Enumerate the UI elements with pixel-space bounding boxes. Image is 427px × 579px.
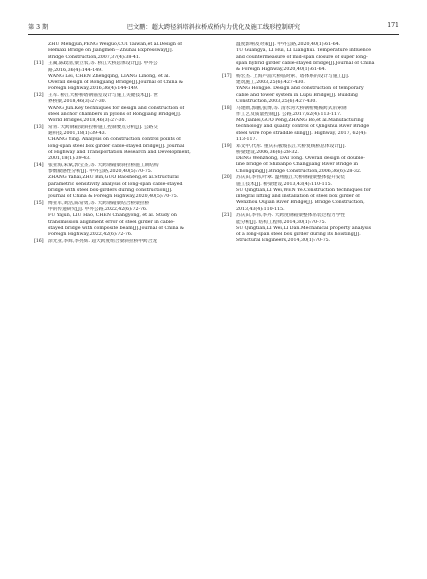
- reference-text-line: 能分析[J]. 结构工程师,2014,30(1):70-75.: [236, 219, 327, 225]
- reference-text-line: 中的传递研究[J]. 中外公路,2022,42(6):72-76.: [48, 207, 148, 212]
- reference-text-line: Hemaxi Bridge on Jiangmen－Zhuhai Expressway[J].: [48, 48, 174, 54]
- reference-text-line: bridge with steel box-girders during construction[J].: [48, 187, 173, 193]
- reference-entry: [222, 175, 398, 213]
- reference-text-line: line bridge of Shibanpo Changjiang River Bridge in: [236, 162, 359, 168]
- reference-text-line: World Bridges,2018,46(3):27-30.: [48, 118, 127, 123]
- reference-text-line: 涂光亚,李辉,李亮辉. 超大跨度组合梁斜拉桥中跨合龙: [48, 238, 158, 244]
- reference-text-line: 建筑施工,2003,25(6):427-430.: [236, 80, 305, 85]
- reference-number: [13]: [34, 124, 44, 130]
- reference-text-line: long-span steel box girder cable-stayed bridge[J]. Journal: [48, 143, 185, 149]
- reference-text-line: 杨宏杰. 上海卢浦大桥临时索、塔体系的设计与施工[J].: [236, 73, 350, 79]
- reference-entry: [34, 201, 210, 239]
- reference-entry: [34, 93, 210, 124]
- reference-text-line: of a long-span steel box girder during its hoisting[J].: [236, 232, 361, 237]
- reference-text-line: ZHANG Yahai,ZHU Bin,GUO Baosheng,et al.Structural: [48, 175, 179, 181]
- reference-text-line: 苏庆田,李伟,叶翠. 温州瓯江大桥钢箱梁整体提升安装: [236, 175, 346, 181]
- reference-number: [14]: [34, 162, 44, 168]
- reference-text-line: ZHU Mengjun,PENG Weiguo,CUI Taiwan,et al.Design of: [48, 42, 182, 47]
- reference-text-line: and countermeasure of mid-span closure of super long-: [236, 54, 368, 60]
- reference-text-line: & Foreign Highway,2020,40(1):61-64.: [236, 67, 327, 72]
- reference-text-line: 2001,18(1):39-43.: [48, 156, 91, 161]
- reference-text-line: 邓文中,代彤. 重庆石板坡长江大桥复线桥总体设计[J].: [236, 143, 346, 149]
- reference-text-line: SU Qingtian,LI Wei,WEN Ye.Construction techniques for: [236, 187, 371, 193]
- reference-text-line: 常青. 大跨钢箱梁斜拉桥施工控制要点分析[J]. 公路交: [48, 124, 158, 130]
- reference-number: [21]: [222, 213, 232, 219]
- reference-number: [19]: [222, 143, 232, 149]
- reference-text-line: 桥梁建设,2006,36(6):28-32.: [236, 149, 299, 155]
- reference-number: [15]: [34, 200, 44, 206]
- reference-text-line: 张亚海,朱斌,郭宝圣,等. 大跨钢箱梁斜拉桥施工期结构: [48, 162, 159, 168]
- reference-text-line: SU Qingtian,LI Wei,LI Dan.Mechanical property analysis: [236, 225, 371, 231]
- reference-text-line: 113-117.: [236, 136, 257, 142]
- reference-text-line: steel anchor chambers in pylons of Rongjiang Bridge[J].: [48, 111, 182, 117]
- reference-text-line: 傅亚军,刘浩,陈常勇,等. 大跨钢箱梁结合桥梁拉桥: [48, 200, 150, 206]
- reference-text-line: 温度影响及对策[J]. 中外公路,2020,40(1):61-64.: [236, 42, 341, 47]
- reference-text-line: Foreign Highway,2022,42(6):72-76.: [48, 232, 133, 237]
- reference-entry: [222, 106, 398, 144]
- running-title: 巴文鹏：超大跨径斜塔斜拉桥成桥内力优化及施工线形控制研究: [126, 24, 301, 31]
- reference-text-line: stayed bridge with composite beam[J].Journal of China &: [48, 225, 185, 231]
- reference-text-line: 2013,43(4):110-115.: [236, 206, 285, 212]
- reference-entry: [34, 125, 210, 163]
- reference-number: [20]: [222, 175, 232, 181]
- reference-text-line: 施工技术[J]. 桥梁建设,2013,43(4):110-115.: [236, 181, 333, 187]
- reference-text-line: 王军. 桥江大桥桥塔钢锚室设计与施工关键技术[J]. 世: [48, 93, 158, 98]
- reference-text-line: of Highway and Transportation Research and Development,: [48, 149, 191, 155]
- reference-text-line: Wenzhou Oujian River Bridge[J]. Bridge Construction,: [236, 200, 365, 206]
- reference-text-line: 参数敏感性分析[J]. 中外公路,2020,40(5):70-75.: [48, 169, 153, 174]
- reference-text-line: cable and tower system in Lupu Bridge[J]. Building: [236, 92, 358, 98]
- reference-text-line: 界桥梁,2018,46(3):27-30.: [48, 99, 107, 105]
- reference-text-line: CHANG Ying. Analysis on construction control points of: [48, 137, 181, 143]
- reference-text-line: 通科技,2001,18(1):39-43.: [48, 131, 107, 136]
- reference-text-line: Structural Engineers,2014,30(1):70-75.: [236, 238, 331, 244]
- reference-text-line: transmission alignment error of steel girder in cable-: [48, 219, 175, 225]
- reference-text-line: span hybrid girder cable-stayed bridge[J].Journal of China: [236, 60, 375, 66]
- reference-text-line: Foreign Highway,2016,36(4):144-149.: [48, 86, 139, 92]
- reference-column-left: [34, 42, 210, 246]
- reference-text-line: integral lifting and installation of steel box girder of: [236, 194, 360, 199]
- reference-number: [11]: [34, 61, 44, 67]
- reference-text-line: Overall design of Rongjiang Bridge[J].Journal of China &: [48, 80, 184, 85]
- reference-text-line: steel wire rope straddle sling[J]. Highway, 2017, 62(4):: [236, 130, 367, 136]
- reference-text-line: 马建勋,郭鹏,张博,等. 清水河大桥钢桁绳鞍跨式吊索钢: [236, 105, 347, 111]
- reference-entry: [222, 144, 398, 175]
- reference-text-line: MA Jianlei,GUO Peng,ZHANG Bo,et al.Manufacturing: [236, 118, 364, 123]
- reference-entry: [34, 42, 210, 61]
- reference-number: [17]: [222, 73, 232, 79]
- reference-text-line: TU Guangya, LI Hui, LI Lianghui. Temperature influence: [236, 48, 372, 54]
- page-number: 171: [387, 22, 399, 29]
- reference-number: [18]: [222, 105, 232, 111]
- reference-text-line: Bridge Construction,2007,37(4):38-41.: [48, 54, 141, 60]
- reference-text-line: DENG Wenzhong, DAI Tong. Overall design of double-: [236, 156, 365, 161]
- issue-number: 第 3 期: [28, 24, 49, 31]
- reference-entry: [34, 239, 210, 245]
- reference-text-line: Journal of China & Foreign Highway,2020,40(5):70-75.: [48, 194, 179, 199]
- reference-entry: [222, 213, 398, 244]
- reference-entry: [34, 163, 210, 201]
- reference-text-line: technology and quality control of Qingshui River Bridge: [236, 124, 370, 130]
- reference-text-line: WANG Lei, CHEN Zhengqing, LIANG Linong, et al.: [48, 73, 170, 79]
- reference-text-line: 苏庆田,李伟,李丹. 大跨度钢箱梁整体吊装过程力学性: [236, 213, 346, 219]
- reference-column-right: [222, 42, 398, 245]
- page-header: [28, 16, 399, 35]
- reference-text-line: 王蔺,陈政清,梁立农,等. 桥江大桥总体设计[J]. 中外公: [48, 61, 158, 67]
- reference-entry: [222, 42, 398, 73]
- reference-number: [12]: [34, 93, 44, 98]
- reference-entry: [222, 74, 398, 105]
- reference-text-line: Chongqing[J].Bridge Construction,2006,36(6):28-32.: [236, 168, 362, 174]
- reference-text-line: FU Yajun, LIU Hao, CHEN Changyong, et al. Study on: [48, 213, 177, 219]
- reference-entry: [34, 61, 210, 92]
- reference-text-line: 作工艺及质量控制[J]. 公路,2017,62(4):113-117.: [236, 111, 342, 117]
- reference-text-line: 路,2016,36(4):144-149.: [48, 67, 103, 73]
- reference-text-line: Construction,2003,25(6):427-430.: [236, 98, 317, 104]
- reference-text-line: WANG Jun.Key techniques for design and construction of: [48, 105, 185, 111]
- reference-number: [16]: [34, 238, 44, 244]
- reference-text-line: YANG Hongjie. Design and construction of temporary: [236, 86, 364, 92]
- reference-text-line: parametric sensitivity analysis of long-span cable-stayed: [48, 181, 183, 187]
